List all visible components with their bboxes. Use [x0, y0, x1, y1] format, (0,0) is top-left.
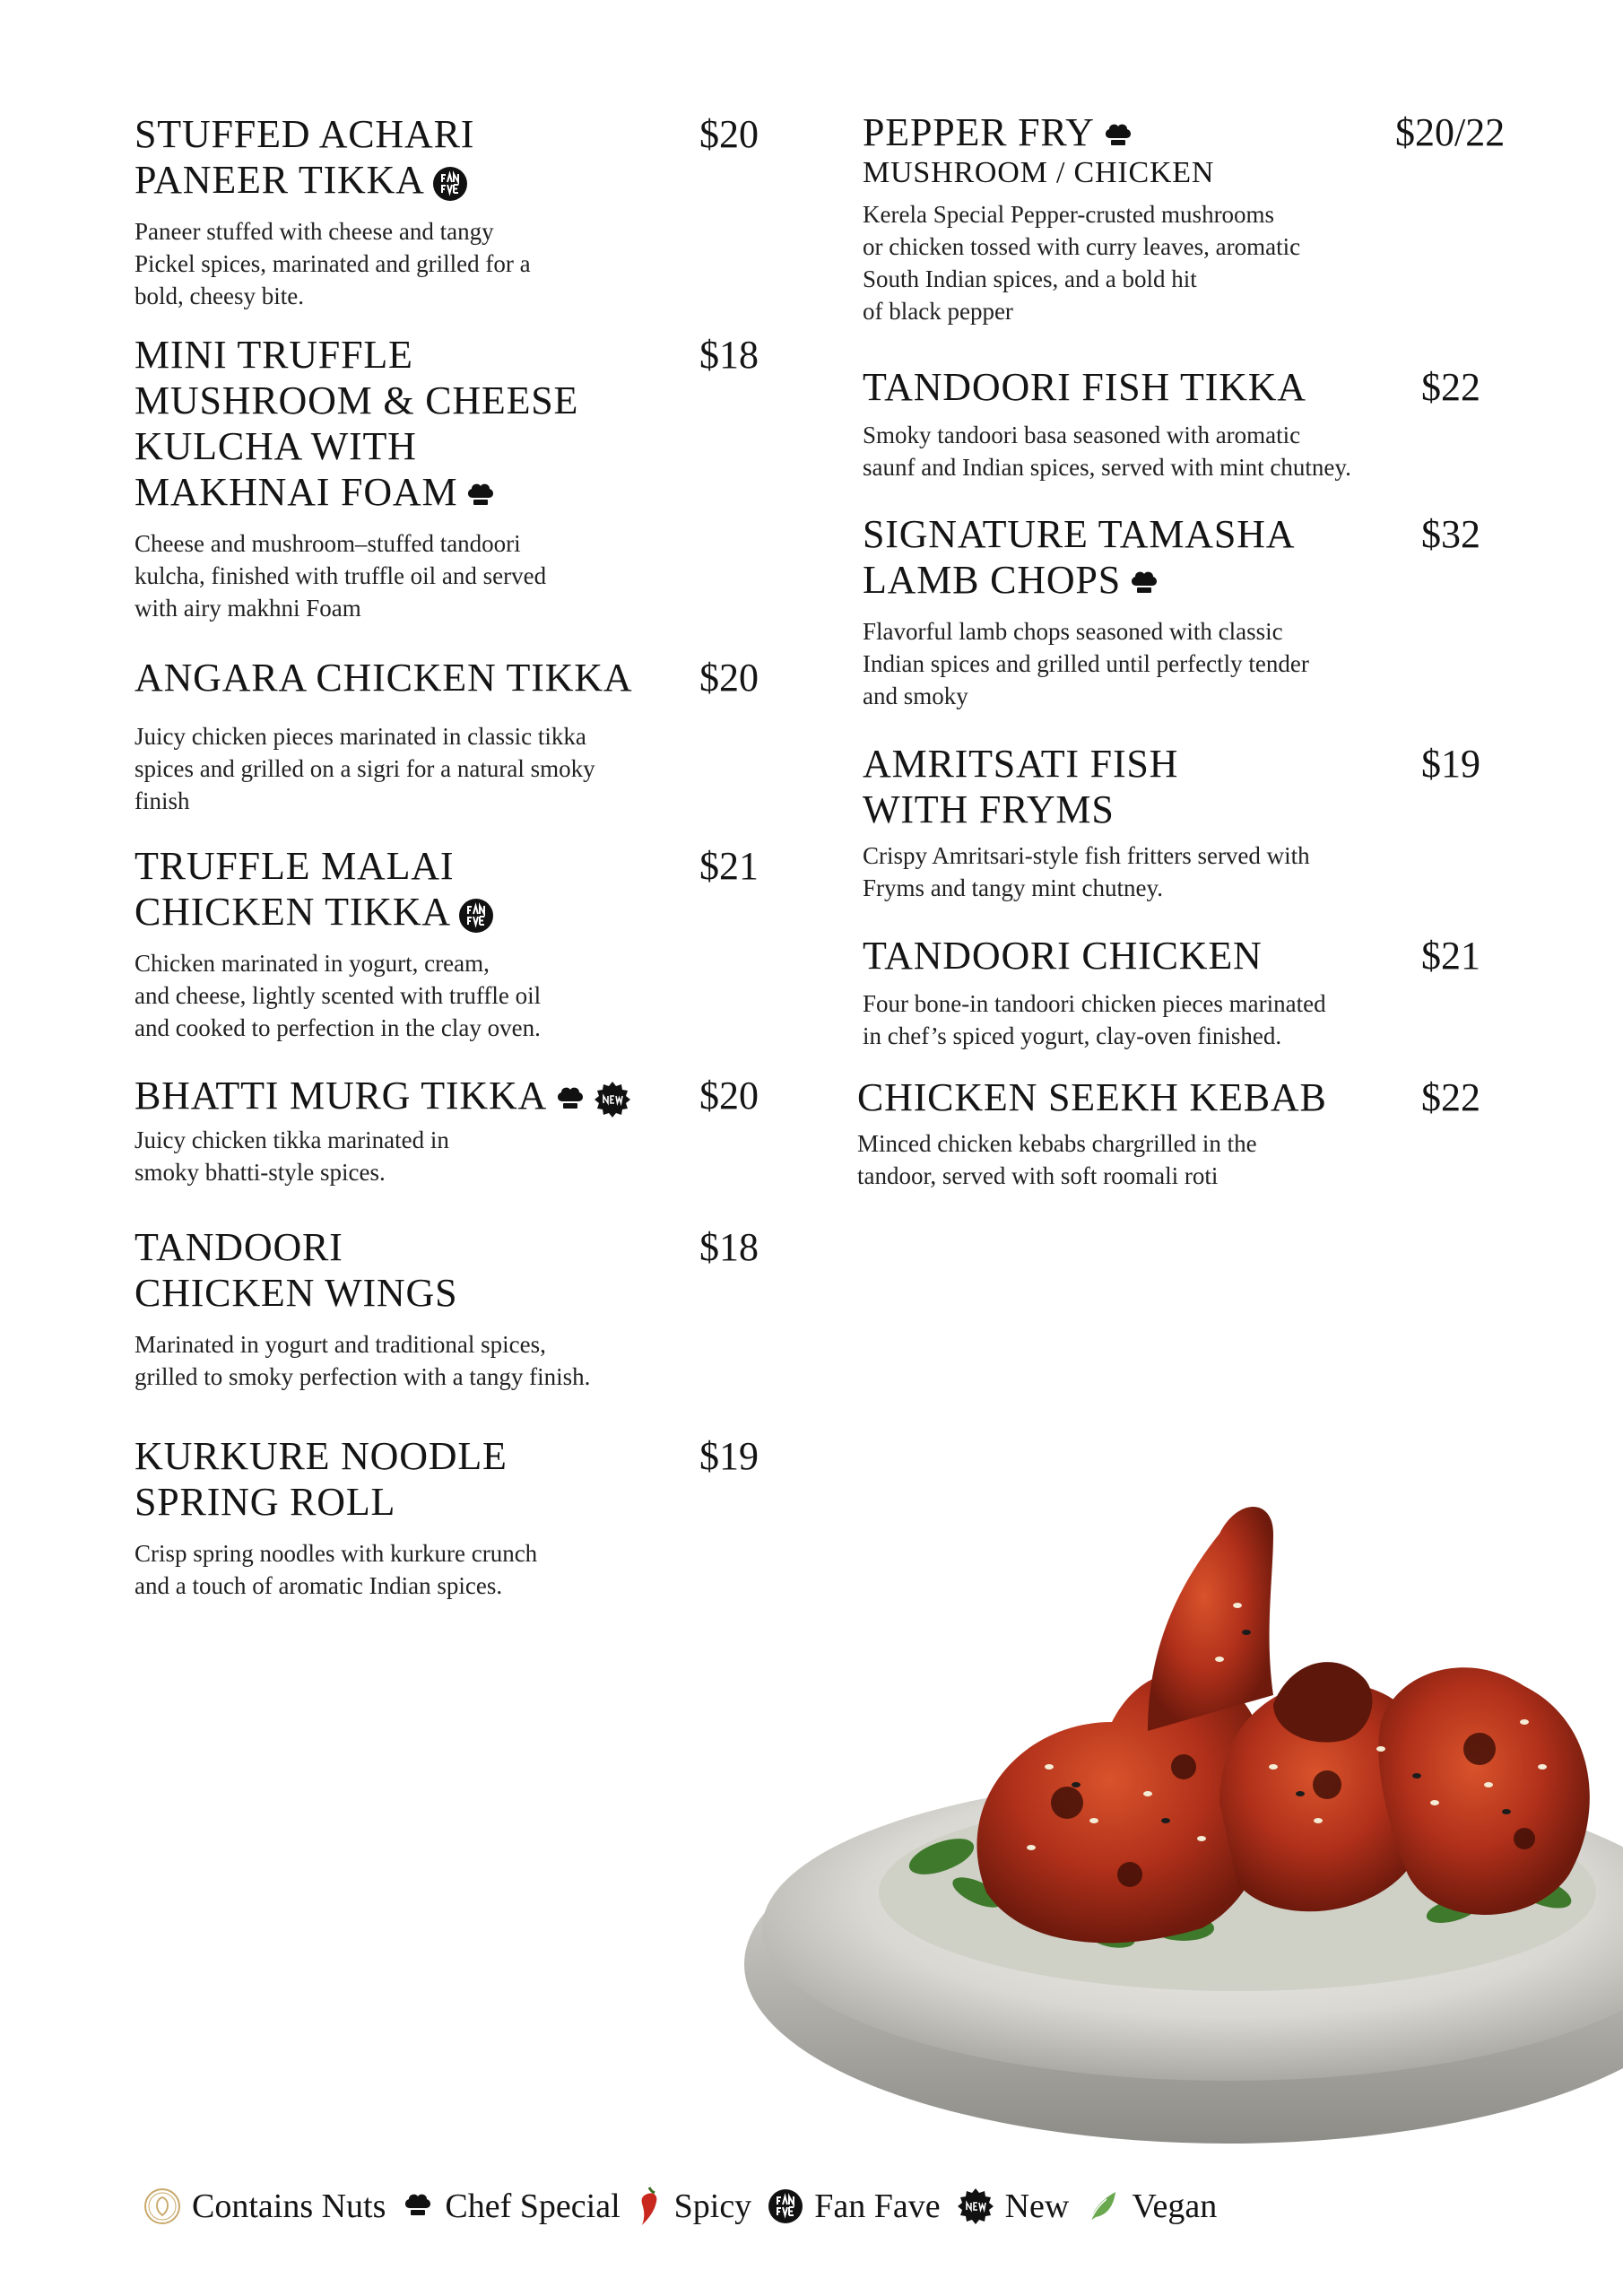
chili-pepper-icon [637, 2186, 664, 2227]
item-price: $18 [699, 1225, 759, 1269]
item-name: MINI TRUFFLE MUSHROOM & CHEESE KULCHA WITH MAKHNAI FOAM [135, 333, 579, 514]
item-price: $32 [1421, 512, 1480, 556]
item-name: TANDOORI CHICKEN [863, 934, 1263, 978]
item-price: $20/22 [1395, 110, 1506, 154]
item-description: Juicy chicken pieces marinated in classic tikka spices and grilled on a sigri for a natural smoky finish [135, 723, 595, 814]
item-name: SIGNATURE TAMASHA LAMB CHOPS [863, 512, 1296, 602]
chef-hat-icon [554, 1083, 586, 1116]
legend-item-nuts: Contains Nuts [143, 2187, 386, 2226]
menu-item [857, 1074, 1503, 1192]
item-name: TANDOORI FISH TIKKA [863, 365, 1306, 409]
menu-item [863, 933, 1508, 1052]
item-name: TRUFFLE MALAI CHICKEN TIKKA [135, 843, 744, 935]
chef-hat-icon [1102, 120, 1134, 152]
menu-item [863, 741, 1508, 904]
legend [143, 2179, 1233, 2233]
item-name: CHICKEN SEEKH KEBAB [857, 1075, 1327, 1119]
legend-item-fan-fave: Fan Fave [768, 2187, 940, 2226]
item-name: KURKURE NOODLE SPRING ROLL [135, 1434, 508, 1524]
item-price: $22 [1421, 1075, 1480, 1119]
legend-item-chef-special: Chef Special [402, 2187, 620, 2226]
item-subtitle: MUSHROOM / CHICKEN [863, 156, 1215, 189]
item-price: $19 [699, 1434, 759, 1478]
item-description: Smoky tandoori basa seasoned with aromatic saunf and Indian spices, served with mint chutney. [863, 422, 1351, 481]
item-price: $18 [699, 333, 759, 377]
item-price: $21 [699, 844, 759, 888]
leaf-icon [1085, 2188, 1121, 2224]
item-description: Kerela Special Pepper-crusted mushrooms or chicken tossed with curry leaves, aromatic South Indian spices, and a bold hit of black pepper [863, 201, 1301, 325]
item-description: Flavorful lamb chops seasoned with classic Indian spices and grilled until perfectly tender and smoky [863, 618, 1309, 709]
item-price: $22 [1421, 365, 1480, 409]
new-badge-icon [594, 1081, 631, 1118]
menu-item [135, 843, 744, 1044]
item-description: Crispy Amritsari-style fish fritters served with Fryms and tangy mint chutney. [863, 842, 1310, 901]
legend-item-spicy: Spicy [637, 2186, 752, 2227]
item-name: TANDOORI CHICKEN WINGS [135, 1225, 458, 1315]
item-price: $21 [1421, 934, 1480, 978]
item-description: Paneer stuffed with cheese and tangy Pickel spices, marinated and grilled for a bold, cheesy bite. [135, 218, 531, 309]
menu-item [863, 511, 1508, 712]
fan-fave-icon [768, 2188, 803, 2224]
menu-item [135, 1224, 744, 1393]
item-price: $20 [699, 1074, 759, 1118]
item-name: BHATTI MURG TIKKA [135, 1073, 744, 1118]
tandoori-chicken-photo [646, 1426, 1623, 2170]
menu-item [135, 655, 744, 817]
item-description: Crisp spring noodles with kurkure crunch and a touch of aromatic Indian spices. [135, 1540, 538, 1599]
item-description: Juicy chicken tikka marinated in smoky bhatti-style spices. [135, 1126, 449, 1186]
menu-item [135, 1073, 744, 1188]
item-description: Chicken marinated in yogurt, cream, and cheese, lightly scented with truffle oil and cooked to perfection in the clay oven. [135, 950, 542, 1041]
legend-item-new: New [957, 2187, 1070, 2226]
new-badge-icon [957, 2187, 994, 2225]
item-name: AMRITSATI FISH WITH FRYMS [863, 742, 1179, 831]
item-price: $20 [699, 112, 759, 156]
menu-item [135, 332, 744, 624]
fan-fave-icon [432, 166, 468, 202]
fan-fave-icon [458, 898, 494, 934]
item-name: ANGARA CHICKEN TIKKA [135, 656, 633, 700]
item-description: Marinated in yogurt and traditional spices, grilled to smoky perfection with a tangy finish. [135, 1331, 591, 1390]
chef-hat-icon [402, 2190, 434, 2222]
item-description: Four bone-in tandoori chicken pieces marinated in chef’s spiced yogurt, clay-oven finished. [863, 990, 1326, 1049]
item-price: $19 [1421, 742, 1480, 786]
nuts-icon [143, 2187, 181, 2225]
item-description: Cheese and mushroom–stuffed tandoori kulcha, finished with truffle oil and served with airy makhni Foam [135, 530, 547, 622]
menu-item [135, 111, 744, 312]
item-price: $20 [699, 656, 759, 700]
chef-hat-icon [464, 480, 497, 512]
item-name: STUFFED ACHARI PANEER TIKKA [135, 112, 475, 202]
chef-hat-icon [1128, 568, 1160, 600]
item-name: PEPPER FRY [863, 109, 1508, 155]
legend-item-vegan: Vegan [1085, 2187, 1217, 2226]
item-description: Minced chicken kebabs chargrilled in the tandoor, served with soft roomali roti [857, 1130, 1257, 1189]
